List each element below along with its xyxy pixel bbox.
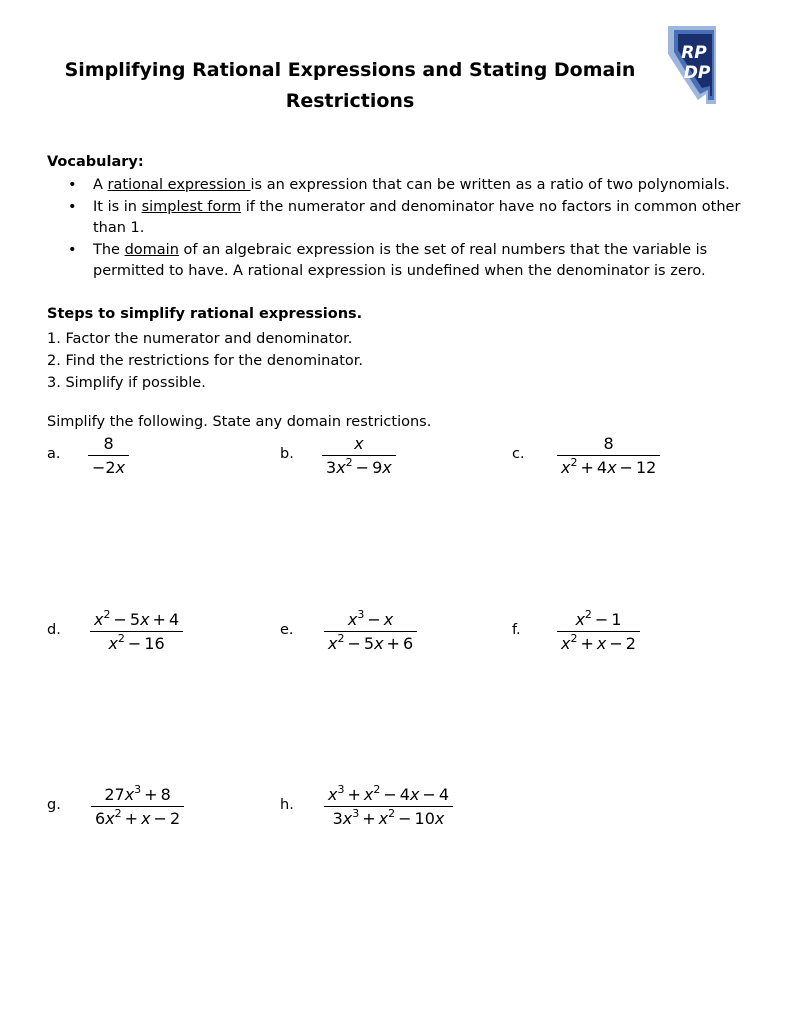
problem-b-fraction <box>322 433 396 478</box>
instructions: Simplify the following. State any domain restrictions. <box>47 414 432 430</box>
vocabulary-list <box>68 175 748 283</box>
numerator: $27x^3 + 8$ <box>104 783 171 804</box>
denominator: $3x^2 - 9x$ <box>326 456 392 477</box>
problem-f-label: f. <box>512 622 521 638</box>
page-title <box>60 55 640 117</box>
problem-f-fraction <box>557 609 640 654</box>
steps-list <box>47 328 363 394</box>
denominator: $6x^2 + x - 2$ <box>95 807 181 828</box>
numerator: 8 <box>603 434 614 453</box>
denominator: $x^2 - 16$ <box>108 632 165 653</box>
problem-c-label: c. <box>512 446 525 462</box>
numerator: $x^2 - 5x + 4$ <box>94 608 180 629</box>
numerator: $x^2 - 1$ <box>575 608 622 629</box>
steps-heading: Steps to simplify rational expressions. <box>47 306 363 322</box>
denominator: −2x <box>92 458 126 477</box>
bullet-icon <box>68 175 93 197</box>
problem-e-label: e. <box>280 622 294 638</box>
rpdp-logo <box>666 24 718 106</box>
step-3: 3. Simplify if possible. <box>47 375 206 391</box>
term-rational-expression: rational expression <box>107 177 251 193</box>
problem-c-fraction <box>557 433 660 478</box>
denominator: $x^2 - 5x + 6$ <box>328 632 414 653</box>
denominator: $x^2 + x - 2$ <box>561 632 636 653</box>
step-1: 1. Factor the numerator and denominator. <box>47 331 353 347</box>
problem-a-fraction <box>88 433 129 478</box>
svg-text:DP: DP <box>683 63 711 83</box>
numerator: 8 <box>103 434 114 453</box>
problem-g-fraction <box>91 784 184 829</box>
problem-h-label: h. <box>280 797 294 813</box>
vocab-item-rational-expression: • A rational expression is an expression that can be written as a ratio of two polynomials. <box>68 175 748 197</box>
problem-b-label: b. <box>280 446 294 462</box>
problem-g-label: g. <box>47 797 61 813</box>
problem-a-label: a. <box>47 446 61 462</box>
problem-h-fraction <box>324 784 453 829</box>
vocabulary-heading: Vocabulary: <box>47 154 144 170</box>
title-line-2: Restrictions <box>285 90 415 112</box>
bullet-icon <box>68 240 93 283</box>
problem-e-fraction <box>324 609 417 654</box>
numerator: $x^3 - x$ <box>347 608 394 629</box>
step-2: 2. Find the restrictions for the denominator. <box>47 353 364 369</box>
term-simplest-form: simplest form <box>141 198 242 215</box>
numerator: $x^3 + x^2 - 4x - 4$ <box>328 783 449 804</box>
denominator: $3x^3 + x^2 - 10x$ <box>332 807 445 828</box>
problem-d-label: d. <box>47 622 61 638</box>
problem-d-fraction <box>90 609 183 654</box>
denominator: $x^2 + 4x - 12$ <box>561 456 657 477</box>
bullet-icon <box>68 197 93 240</box>
title-line-1: Simplifying Rational Expressions and Stating Domain <box>64 59 636 81</box>
term-domain: domain <box>124 241 179 258</box>
vocab-item-domain: • The domain of an algebraic expression is the set of real numbers that the variable is permitted to have. A rational expression is undefined when the denominator is zero. <box>68 240 748 283</box>
numerator: x <box>354 434 364 453</box>
svg-text:RP: RP <box>681 43 707 63</box>
vocab-item-simplest-form: • It is in simplest form if the numerator and denominator have no factors in common other than 1. <box>68 197 748 240</box>
